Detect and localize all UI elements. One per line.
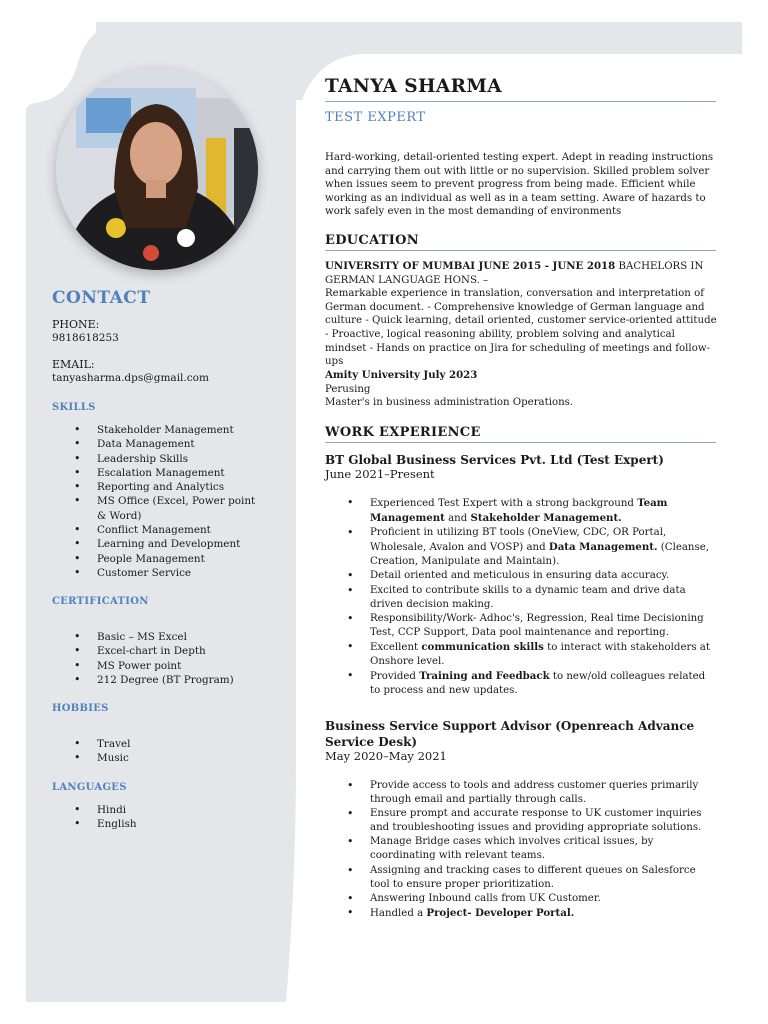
- list-item: • English: [52, 817, 262, 831]
- list-item: • Provide access to tools and address customer queries primarily through email and partially through calls.: [325, 779, 717, 807]
- job-dates: May 2020–May 2021: [325, 749, 447, 763]
- phone-label: PHONE:: [52, 318, 100, 331]
- list-item: • Provided Training and Feedback to new/old colleagues related to process and new updates.: [325, 669, 717, 698]
- phone-value: 9818618253: [52, 332, 119, 344]
- list-item: • Customer Service: [52, 566, 262, 580]
- education-entry-mumbai: [325, 260, 717, 369]
- list-item: • Excel-chart in Depth: [52, 644, 262, 658]
- job-title: Business Service Support Advisor (Openreach Advance Service Desk): [325, 719, 695, 749]
- list-item: • Escalation Management: [52, 466, 262, 480]
- languages-heading: LANGUAGES: [52, 782, 127, 793]
- contact-heading: CONTACT: [52, 288, 151, 308]
- list-item: • Stakeholder Management: [52, 423, 262, 437]
- job-duties-list: [325, 496, 717, 698]
- job-title: BT Global Business Services Pvt. Ltd (Test Expert): [325, 453, 664, 467]
- list-item: • Travel: [52, 737, 262, 751]
- work-experience-heading: WORK EXPERIENCE: [325, 425, 481, 440]
- person-name: TANYA SHARMA: [325, 76, 503, 97]
- list-item: • Responsibility/Work- Adhoc's, Regression, Real time Decisioning Test, CCP Support, Data pool maintenance and reporting.: [325, 612, 717, 640]
- education-divider: [325, 250, 716, 251]
- list-item: • Data Management: [52, 437, 262, 451]
- education-description: Remarkable experience in translation, conversation and interpretation of German document. - Comprehensive knowledge of German language and culture - Quick learning, detail oriented, customer service-oriented attitude - Proactive, logical reasoning ability, problem solving and analytical mindset - Hands on practice on Jira for scheduling of meetings and follow-ups: [325, 288, 717, 368]
- skills-list: [52, 423, 262, 580]
- work-divider: [325, 442, 716, 443]
- education-entry-amity: [325, 369, 717, 410]
- profile-summary: Hard-working, detail-oriented testing expert. Adept in reading instructions and carrying them out with little or no supervision. Skilled problem solver when issues seem to prevent progress from being made. Efficient while working as an individual as well as in a team setting. Aware of hazards to work safely even in the most demanding of environments: [325, 152, 714, 218]
- hobbies-list: [52, 737, 262, 766]
- hobbies-heading: HOBBIES: [52, 703, 109, 714]
- list-item: • Learning and Development: [52, 537, 262, 551]
- list-item: • Basic – MS Excel: [52, 630, 262, 644]
- list-item: • Ensure prompt and accurate response to UK customer inquiries and troubleshooting issues and providing appropriate solutions.: [325, 807, 717, 835]
- education-degree: Master's in business administration Operations.: [325, 397, 574, 409]
- job-role: TEST EXPERT: [325, 110, 426, 125]
- languages-list: [52, 803, 262, 832]
- list-item: • Handled a Project- Developer Portal.: [325, 906, 717, 921]
- job-duties-list: [325, 779, 717, 921]
- list-item: • Detail oriented and meticulous in ensuring data accuracy.: [325, 569, 717, 583]
- email-value: tanyasharma.dps@gmail.com: [52, 372, 209, 384]
- list-item: • Manage Bridge cases which involves critical issues, by coordinating with relevant teams.: [325, 835, 717, 863]
- education-degree: BACHELORS IN GERMAN LANGUAGE HONS. –: [325, 261, 704, 286]
- list-item: • Excited to contribute skills to a dynamic team and drive data driven decision making.: [325, 584, 717, 612]
- job-dates: June 2021–Present: [325, 467, 435, 481]
- list-item: • People Management: [52, 552, 262, 566]
- email-label: EMAIL:: [52, 358, 95, 371]
- list-item: • Proficient in utilizing BT tools (OneView, CDC, OR Portal, Wholesale, Avalon and VOSP) and Data Management. (Cleanse, Creation, Manipulate and Maintain).: [325, 526, 717, 569]
- list-item: • Excellent communication skills to interact with stakeholders at Onshore level.: [325, 640, 717, 669]
- list-item: • MS Power point: [52, 659, 262, 673]
- list-item: • Conflict Management: [52, 523, 262, 537]
- list-item: • Assigning and tracking cases to different queues on Salesforce tool to ensure proper prioritization.: [325, 864, 717, 892]
- education-status: Perusing: [325, 383, 371, 395]
- list-item: • 212 Degree (BT Program): [52, 673, 262, 687]
- list-item: • Leadership Skills: [52, 452, 262, 466]
- certification-heading: CERTIFICATION: [52, 596, 149, 607]
- list-item: • Hindi: [52, 803, 262, 817]
- list-item: • Answering Inbound calls from UK Customer.: [325, 892, 717, 906]
- name-divider: [325, 101, 716, 102]
- education-institution: UNIVERSITY OF MUMBAI JUNE 2015 - JUNE 2018: [325, 260, 616, 272]
- list-item: • Reporting and Analytics: [52, 480, 262, 494]
- skills-heading: SKILLS: [52, 402, 96, 413]
- education-institution: Amity University July 2023: [325, 369, 478, 381]
- list-item: • Music: [52, 751, 262, 765]
- list-item: • MS Office (Excel, Power point & Word): [52, 494, 262, 523]
- education-heading: EDUCATION: [325, 233, 419, 248]
- certification-list: [52, 630, 262, 687]
- list-item: • Experienced Test Expert with a strong background Team Management and Stakeholder Management.: [325, 496, 717, 526]
- profile-photo: [56, 68, 258, 270]
